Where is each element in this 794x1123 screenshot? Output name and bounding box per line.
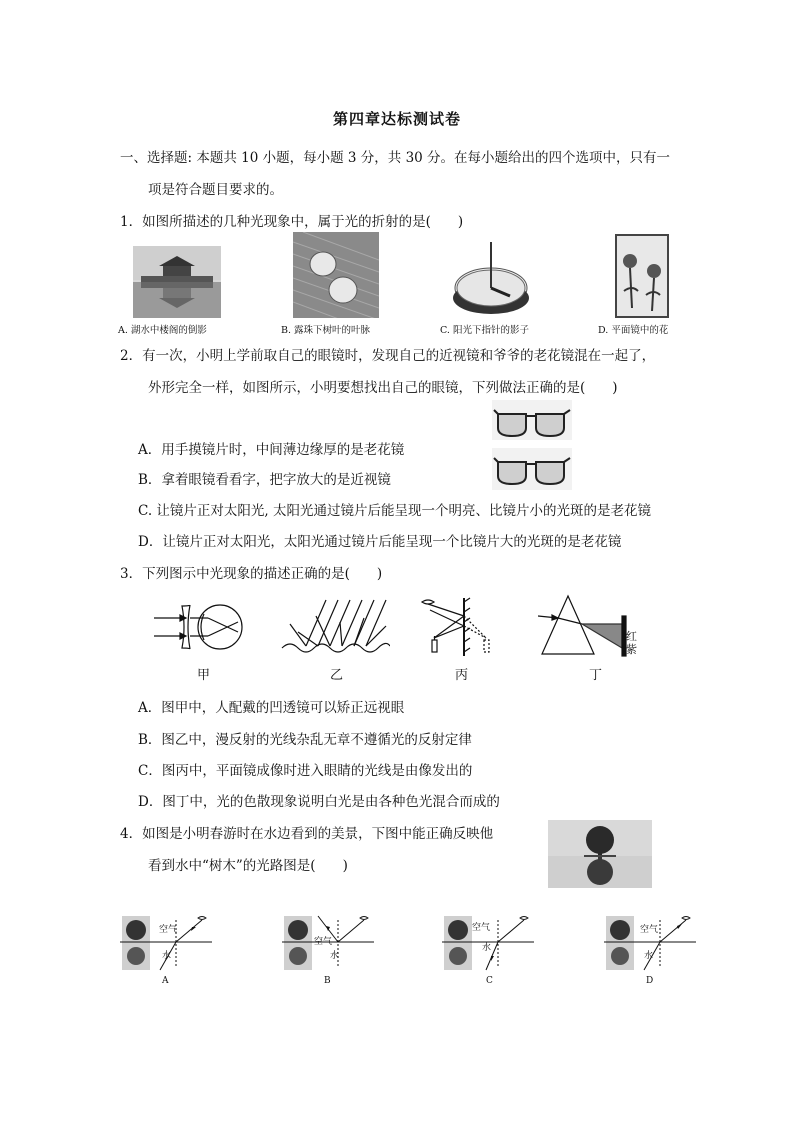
q1-image-dew-drops (293, 232, 379, 318)
q4-letter-a: A (162, 976, 169, 986)
diagram-label-ding: 丁 (589, 668, 603, 683)
q4-stem-line1: 4．如图是小明春游时在水边看到的美景，下图中能正确反映他 (120, 826, 494, 842)
q2-option-d: D．让镜片正对太阳光，太阳光通过镜片后能呈现一个比镜片大的光斑的是老花镜 (138, 534, 622, 550)
q1-caption-c: C. 阳光下指针的影子 (440, 325, 529, 336)
q1-image-pavilion-reflection (133, 246, 221, 318)
diagram-jia-eye-lens (150, 596, 246, 660)
prism-label-violet: 紫 (626, 643, 637, 656)
section-heading-line2: 项是符合题目要求的。 (148, 182, 283, 198)
q4-b-water-label: 水 (330, 951, 340, 961)
prism-color-labels (626, 630, 637, 656)
q4-stem-line2: 看到水中“树木”的光路图是( ) (148, 858, 348, 874)
q4-d-air-label: 空气 (640, 925, 659, 935)
q4-letter-b: B (324, 976, 331, 986)
prism-label-red: 红 (626, 630, 637, 643)
diagram-bing-plane-mirror (420, 594, 500, 660)
diagram-label-jia: 甲 (197, 668, 211, 683)
diagram-yi-diffuse-reflection (280, 596, 390, 662)
q1-caption-d: D. 平面镜中的花 (598, 325, 669, 336)
q3-stem: 3．下列图示中光现象的描述正确的是( ) (120, 566, 383, 582)
q4-letter-c: C (486, 976, 493, 986)
q1-stem: 1．如图所描述的几种光现象中，属于光的折射的是( ) (120, 214, 464, 230)
q1-caption-a: A. 湖水中楼阁的倒影 (118, 325, 207, 336)
q4-a-air-label: 空气 (159, 925, 178, 935)
q3-option-c: C．图丙中，平面镜成像时进入眼睛的光线是由像发出的 (138, 763, 473, 779)
q4-a-water-label: 水 (162, 951, 172, 961)
q2-option-b: B．拿着眼镜看看字，把字放大的是近视镜 (138, 472, 391, 488)
glasses-image-1 (492, 400, 572, 440)
section-heading-line1: 一、选择题: 本题共 10 小题，每小题 3 分，共 30 分。在每小题给出的四个选项中，只有一 (120, 150, 671, 166)
q3-option-a: A．图甲中，人配戴的凹透镜可以矫正远视眼 (138, 700, 405, 716)
q4-c-air-label: 空气 (472, 923, 491, 933)
q2-stem-line1: 2．有一次，小明上学前取自己的眼镜时，发现自己的近视镜和爷爷的老花镜混在一起了， (120, 348, 656, 364)
q1-caption-b: B. 露珠下树叶的叶脉 (281, 325, 371, 336)
diagram-label-yi: 乙 (330, 668, 344, 683)
q4-c-water-label: 水 (482, 943, 492, 953)
q2-stem-line2: 外形完全一样，如图所示，小明要想找出自己的眼镜，下列做法正确的是( ) (148, 380, 618, 396)
q1-image-mirror-flower (614, 233, 670, 319)
q3-option-b: B．图乙中，漫反射的光线杂乱无章不遵循光的反射定律 (138, 732, 472, 748)
q4-d-water-label: 水 (644, 951, 654, 961)
q1-image-sundial (450, 232, 532, 318)
page-title: 第四章达标测试卷 (332, 110, 461, 128)
q2-option-c: C. 让镜片正对太阳光, 太阳光通过镜片后能呈现一个明亮、比镜片小的光斑的是老花镜 (138, 503, 652, 519)
diagram-label-bing: 丙 (455, 668, 469, 683)
glasses-image-2 (492, 448, 572, 490)
q3-option-d: D．图丁中，光的色散现象说明白光是由各种色光混合而成的 (138, 794, 500, 810)
q2-option-a: A．用手摸镜片时，中间薄边缘厚的是老花镜 (138, 442, 405, 458)
q4-photo-tree-reflection (548, 820, 652, 888)
q4-letter-d: D (646, 976, 654, 986)
q4-b-air-label: 空气 (314, 937, 333, 947)
